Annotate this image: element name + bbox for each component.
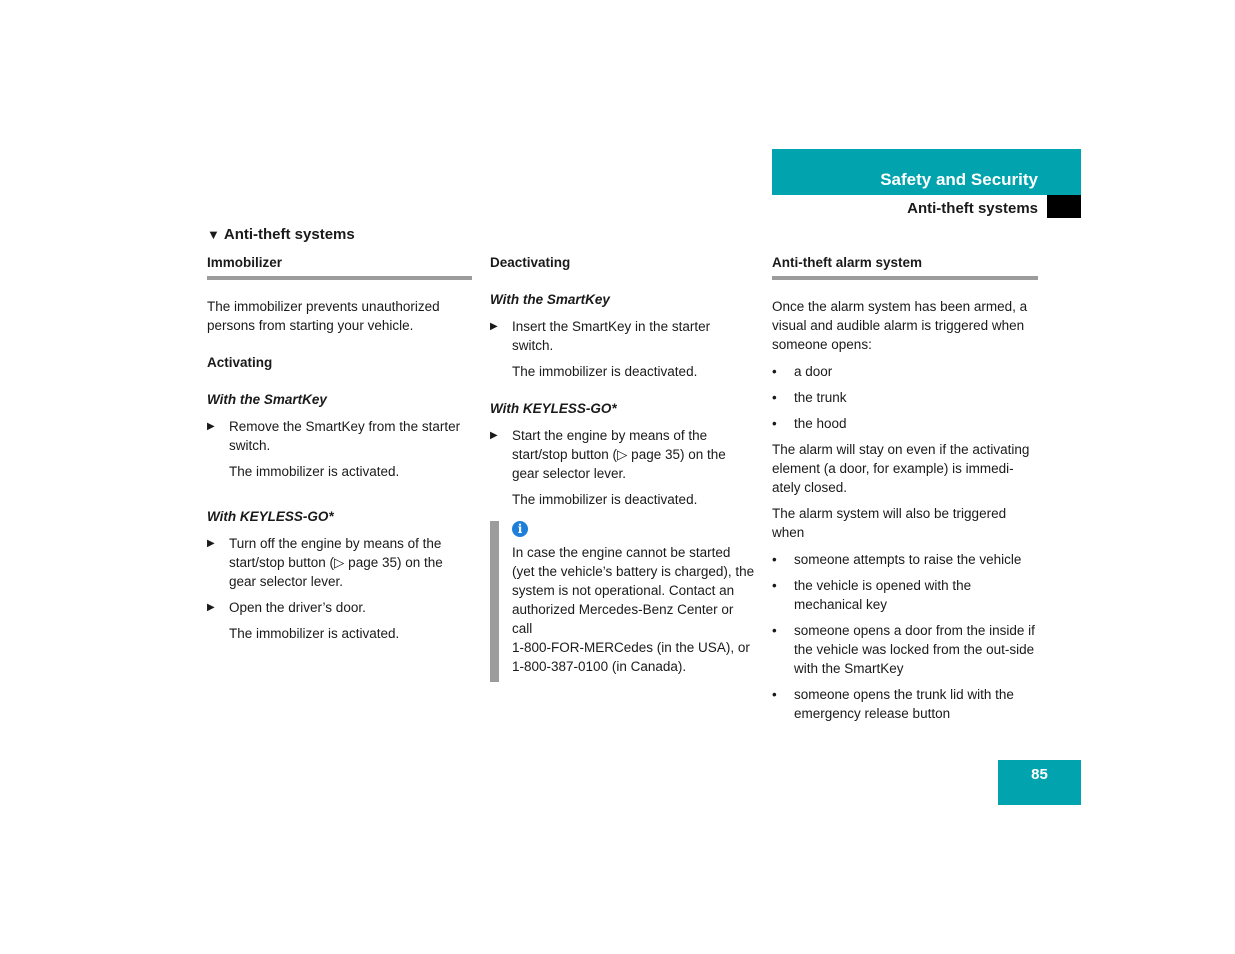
- info-note: [490, 521, 755, 676]
- subsection-title: Anti-theft systems: [907, 200, 1038, 217]
- page-number: 85: [1031, 766, 1048, 783]
- triangle-down-icon: ▼: [207, 227, 220, 242]
- column-deactivating: [490, 253, 755, 676]
- bullet-icon: •: [772, 364, 777, 379]
- page-title: ▼ Anti-theft systems: [207, 226, 355, 243]
- step-item: ▶ Start the engine by means of the start/stop button (▷ page 35) on the gear selector lever.: [490, 428, 726, 481]
- triangle-right-icon: ▶: [207, 421, 215, 432]
- step-item: ▶ Open the driver’s door.: [207, 600, 366, 615]
- bullet-icon: •: [772, 416, 777, 431]
- bullet-icon: •: [772, 390, 777, 405]
- page-number-box: [998, 760, 1081, 805]
- bullet-icon: •: [772, 578, 777, 593]
- list-item: • someone attempts to raise the vehicle: [772, 552, 1022, 567]
- triangle-right-icon: ▶: [207, 538, 215, 549]
- keyless-label: With KEYLESS-GO*: [490, 401, 617, 416]
- triangle-right-icon: ▶: [490, 321, 498, 332]
- triangle-right-icon: ▶: [207, 602, 215, 613]
- list-item: • the hood: [772, 416, 847, 431]
- column-alarm: [772, 253, 1038, 730]
- result-text: The immobilizer is activated.: [229, 626, 400, 641]
- alarm-stay-on: The alarm will stay on even if the activating element (a door, for example) is immedi-ately closed.: [772, 442, 1030, 495]
- bullet-icon: •: [772, 687, 777, 702]
- keyless-label: With KEYLESS-GO*: [207, 509, 334, 524]
- alarm-intro: Once the alarm system has been armed, a visual and audible alarm is triggered when someone opens:: [772, 299, 1028, 352]
- info-text: In case the engine cannot be started (yet the vehicle’s battery is charged), the system is not operational. Contact an authorized Mercedes-Benz Center or call: [512, 545, 755, 636]
- alarm-also-triggered: The alarm system will also be triggered when: [772, 506, 1007, 540]
- result-text: The immobilizer is deactivated.: [512, 492, 698, 507]
- info-phone-canada: 1-800-387-0100 (in Canada).: [512, 659, 687, 674]
- deactivating-heading: Deactivating: [490, 255, 571, 270]
- smartkey-label: With the SmartKey: [490, 292, 610, 307]
- list-item: • the vehicle is opened with the mechanical key: [772, 578, 972, 612]
- list-item: • the trunk: [772, 390, 847, 405]
- step-item: ▶ Insert the SmartKey in the starter switch.: [490, 319, 711, 353]
- immobilizer-heading: Immobilizer: [207, 253, 472, 280]
- info-icon: i: [512, 521, 528, 537]
- info-bar: [490, 521, 499, 682]
- section-title: Safety and Security: [880, 170, 1038, 189]
- list-item: • a door: [772, 364, 833, 379]
- column-immobilizer: [207, 253, 472, 661]
- list-item: • someone opens a door from the inside if the vehicle was locked from the out-side with the SmartKey: [772, 623, 1035, 676]
- immobilizer-intro: The immobilizer prevents unauthorized persons from starting your vehicle.: [207, 299, 440, 333]
- smartkey-label: With the SmartKey: [207, 392, 327, 407]
- bullet-icon: •: [772, 623, 777, 638]
- step-item: ▶ Remove the SmartKey from the starter switch.: [207, 419, 461, 453]
- result-text: The immobilizer is activated.: [229, 464, 400, 479]
- activating-heading: Activating: [207, 355, 273, 370]
- result-text: The immobilizer is deactivated.: [512, 364, 698, 379]
- triangle-right-icon: ▶: [490, 430, 498, 441]
- info-phone-usa: 1-800-FOR-MERCedes (in the USA), or: [512, 640, 750, 655]
- thumb-tab: [1047, 195, 1081, 218]
- step-item: ▶ Turn off the engine by means of the start/stop button (▷ page 35) on the gear selector lever.: [207, 536, 443, 589]
- alarm-heading: Anti-theft alarm system: [772, 253, 1038, 280]
- list-item: • someone opens the trunk lid with the emergency release button: [772, 687, 1014, 721]
- section-header-band: [772, 149, 1081, 195]
- bullet-icon: •: [772, 552, 777, 567]
